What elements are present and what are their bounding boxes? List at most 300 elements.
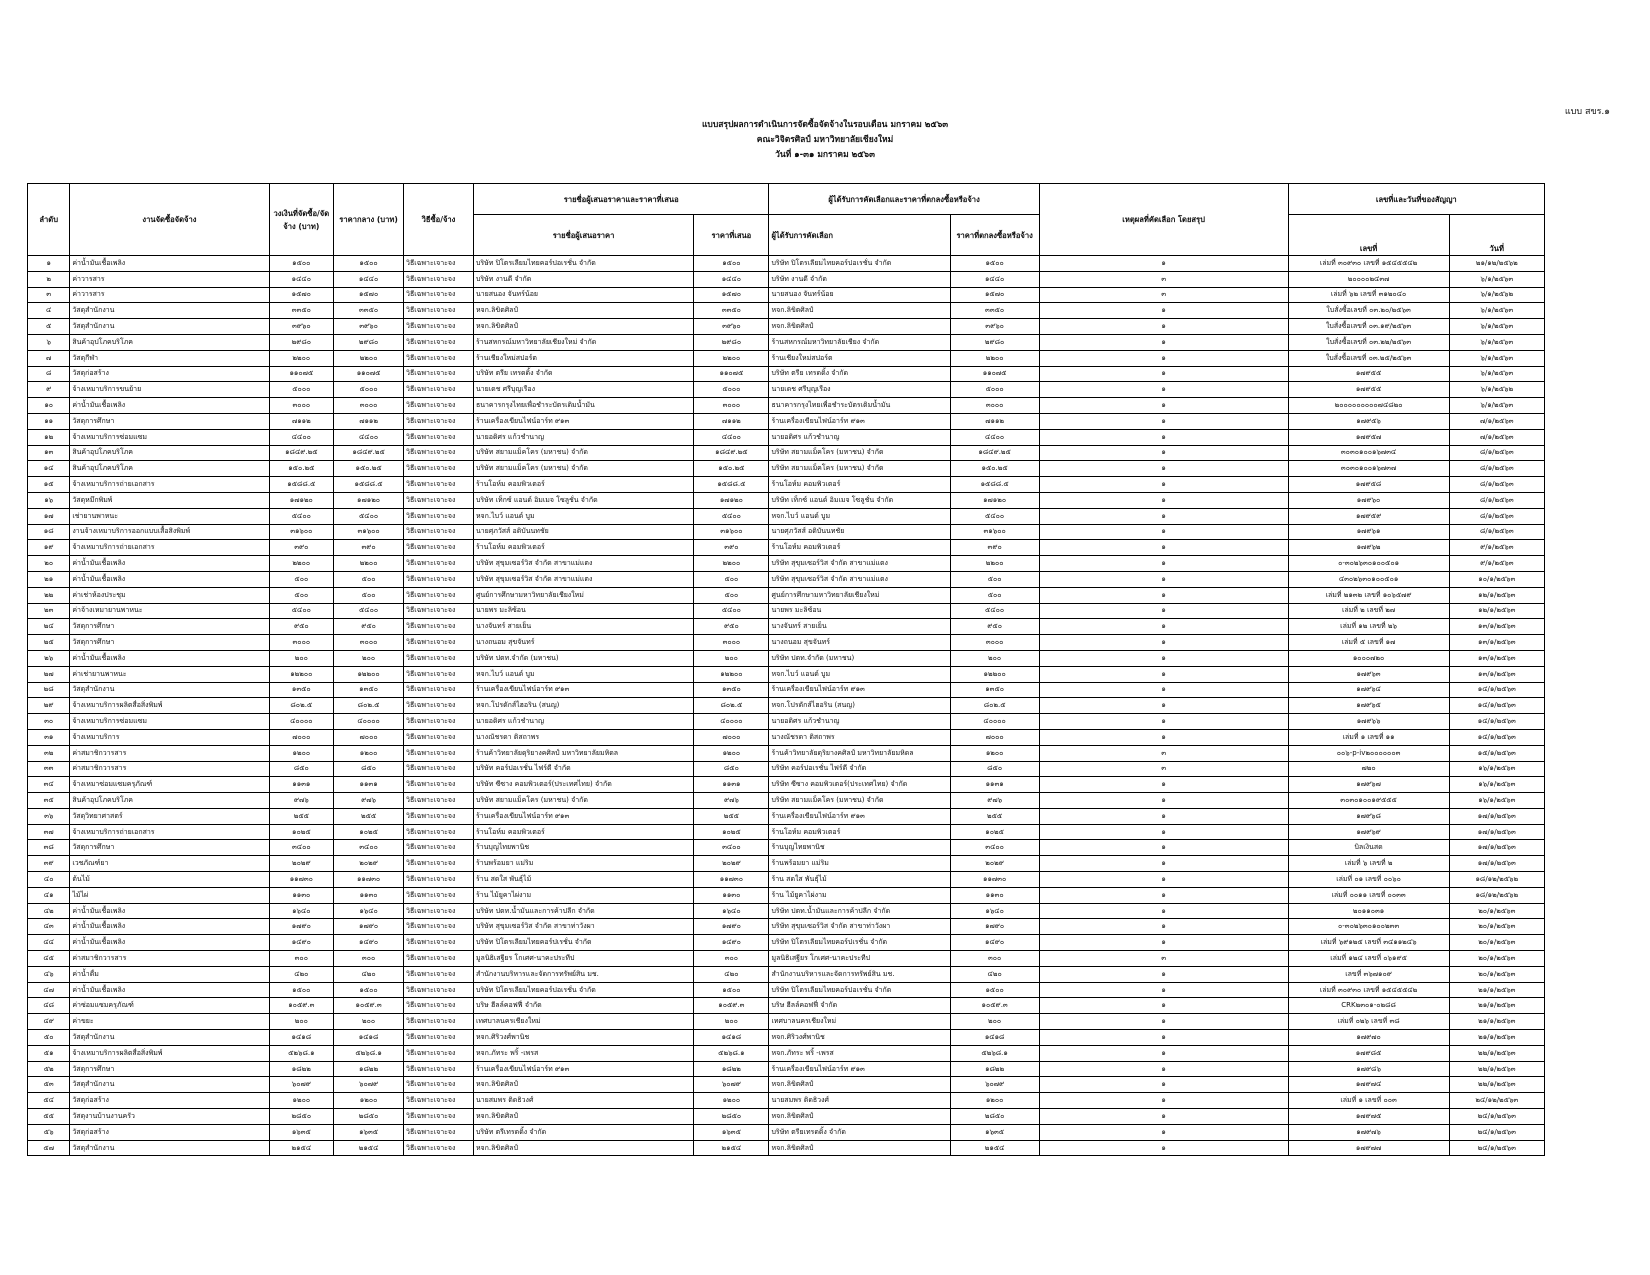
cell-no: ๒๐ (28, 556, 70, 572)
table-row (28, 998, 1545, 1014)
cell-no: ๒๕ (28, 635, 70, 651)
cell-reason: ๑ (1039, 350, 1288, 366)
cell-item: ค่าจ้างเหมายานพาหนะ (70, 603, 269, 619)
cell-bidder-name: ร้านเครื่องเขียนไฟน์อาร์ท ๙๑๓ (473, 413, 693, 429)
cell-no: ๒๗ (28, 666, 70, 682)
cell-budget: ๕๔๐๐ (269, 603, 334, 619)
cell-contract-no: ๑๗๙๘๕ (1288, 1045, 1449, 1061)
cell-budget: ๑๕๘๘.๕ (269, 477, 334, 493)
cell-bid-price: ๑๑๓๐ (694, 887, 769, 903)
cell-winner-name: ศูนย์การศึกษามหาวิทยาลัยเชียงใหม่ (769, 587, 950, 603)
cell-item: วัสดุการศึกษา (70, 840, 269, 856)
cell-bid-price: ๑๕๐๐ (694, 982, 769, 998)
cell-method: วิธีเฉพาะเจาะจง (404, 603, 474, 619)
cell-median: ๑๔๔๐ (334, 271, 404, 287)
cell-reason: ๑ (1039, 856, 1288, 872)
cell-contract-no: เล่มที่ ๑ เลขที่ ๐๐๓ (1288, 1093, 1449, 1109)
cell-item: วัสดุสำนักงาน (70, 1140, 269, 1156)
cell-method: วิธีเฉพาะเจาะจง (404, 1030, 474, 1046)
cell-winner-name: หจก.ลิขิตศิลป์ (769, 1077, 950, 1093)
cell-budget: ๑๖๔๐ (269, 903, 334, 919)
table-row (28, 1061, 1545, 1077)
cell-contract-date: ๑๓/๑/๒๕๖๓ (1449, 619, 1544, 635)
cell-winner-name: บริษ ฮีลล์คอฟฟี่ จำกัด (769, 998, 950, 1014)
cell-method: วิธีเฉพาะเจาะจง (404, 761, 474, 777)
cell-contract-no: ๔๓๐๒๖๓๐๑๐๐๕๐๑ (1288, 571, 1449, 587)
cell-median: ๑๖๓๕ (334, 1124, 404, 1140)
cell-no: ๕ (28, 319, 70, 335)
cell-no: ๒๓ (28, 603, 70, 619)
cell-winner-name: สำนักงานบริหารและจัดการทรัพย์สิน มช. (769, 966, 950, 982)
cell-no: ๑๐ (28, 398, 70, 414)
form-code: แบบ สขร.๑ (1564, 107, 1610, 117)
cell-contract-date: ๗/๑/๒๕๖๓ (1449, 429, 1544, 445)
cell-contract-no: ๓๐๓๐๑๐๐๑๙๕๕๕ (1288, 793, 1449, 809)
cell-contract-date: ๖/๑/๒๕๖๒ (1449, 382, 1544, 398)
cell-item: วัสดุการศึกษา (70, 619, 269, 635)
cell-reason: ๑ (1039, 903, 1288, 919)
cell-reason: ๑ (1039, 366, 1288, 382)
cell-reason: ๑ (1039, 398, 1288, 414)
cell-bid-price: ๗๑๑๒ (694, 413, 769, 429)
cell-budget: ๒๒๐๐ (269, 350, 334, 366)
cell-bidder-name: ร้านเครื่องเขียนไฟน์อาร์ท ๙๑๓ (473, 682, 693, 698)
cell-winner-name: ร้านเครื่องเขียนไฟน์อาร์ท ๙๑๓ (769, 413, 950, 429)
cell-contract-date: ๑๗/๑/๒๕๖๓ (1449, 808, 1544, 824)
cell-bid-price: ๑๕๐๐ (694, 256, 769, 272)
cell-reason: ๑ (1039, 872, 1288, 888)
cell-budget: ๑๑๐๗๕ (269, 366, 334, 382)
table-row (28, 903, 1545, 919)
cell-item: วัสดุการศึกษา (70, 413, 269, 429)
cell-reason: ๑ (1039, 729, 1288, 745)
cell-contract-no: เล่มที่ ๒ เลขที่ ๒๗ (1288, 603, 1449, 619)
cell-bid-price: ๑๑๓๑ (694, 777, 769, 793)
cell-no: ๑๒ (28, 429, 70, 445)
cell-method: วิธีเฉพาะเจาะจง (404, 508, 474, 524)
cell-bid-price: ๑๗๑๒๐ (694, 492, 769, 508)
cell-item: วัสดุวิทยาศาสตร์ (70, 808, 269, 824)
cell-reason: ๑ (1039, 508, 1288, 524)
cell-reason: ๑ (1039, 540, 1288, 556)
cell-contract-date: ๑๗/๑/๒๕๖๓ (1449, 840, 1544, 856)
cell-method: วิธีเฉพาะเจาะจง (404, 824, 474, 840)
cell-contract-date: ๑๖/๑/๒๕๖๓ (1449, 777, 1544, 793)
cell-winner-name: หจก.ลิขิตศิลป์ (769, 1109, 950, 1125)
cell-bidder-name: ศูนย์การศึกษามหาวิทยาลัยเชียงใหม่ (473, 587, 693, 603)
cell-no: ๓๑ (28, 729, 70, 745)
cell-bidder-name: นายสมพร ติดธิวงศ์ (473, 1093, 693, 1109)
cell-reason: ๑ (1039, 966, 1288, 982)
cell-method: วิธีเฉพาะเจาะจง (404, 935, 474, 951)
cell-winner-name: นายศุภวัสส์ อดิบันนทชัย (769, 524, 950, 540)
cell-bid-price: ๒๕๕ (694, 808, 769, 824)
cell-reason: ๑ (1039, 714, 1288, 730)
cell-winner-name: บริษัท ซีซาง คอมพิวเตอร์(ประเทศไทย) จำกัด (769, 777, 950, 793)
cell-no: ๒ (28, 271, 70, 287)
cell-winner-name: หจก.โปรดักส์ไฮอริน (สนญ) (769, 698, 950, 714)
cell-no: ๑๑ (28, 413, 70, 429)
cell-median: ๓๑๖๐๐ (334, 524, 404, 540)
cell-winner-name: นางจันทร์ สายเย็น (769, 619, 950, 635)
cell-winner-name: นายเดช ศรีบุญเรือง (769, 382, 950, 398)
cell-budget: ๑๒๐๐ (269, 1093, 334, 1109)
cell-bidder-name: หจก.ลิขิตศิลป์ (473, 1077, 693, 1093)
cell-no: ๑๙ (28, 540, 70, 556)
cell-contract-date: ๒๐/๑/๒๕๖๓ (1449, 935, 1544, 951)
cell-bid-price: ๑๔๙๐ (694, 935, 769, 951)
cell-reason: ๓ (1039, 287, 1288, 303)
cell-item: ค่าน้ำมันเชื้อเพลิง (70, 935, 269, 951)
cell-bidder-name: นางณัชรดา ติสถาพร (473, 729, 693, 745)
cell-method: วิธีเฉพาะเจาะจง (404, 350, 474, 366)
cell-item: วัสดุหมึกพิมพ์ (70, 492, 269, 508)
cell-bidder-name: หจก.ไบว์ แอนด์ บูม (473, 666, 693, 682)
header-winner-group: ผู้ได้รับการคัดเลือกและราคาที่ตกลงซื้อหรือจ้าง (769, 184, 1039, 215)
cell-reason: ๑ (1039, 1061, 1288, 1077)
cell-no: ๒๔ (28, 619, 70, 635)
cell-method: วิธีเฉพาะเจาะจง (404, 650, 474, 666)
cell-no: ๖ (28, 334, 70, 350)
cell-median: ๘๕๐ (334, 761, 404, 777)
header-median-price: ราคากลาง (บาท) (334, 184, 404, 256)
cell-agreed-price: ๑๖๓๕ (950, 1124, 1039, 1140)
cell-median: ๑๑๐๗๕ (334, 366, 404, 382)
cell-reason: ๑ (1039, 887, 1288, 903)
cell-contract-date: ๒๐/๑/๒๕๖๓ (1449, 951, 1544, 967)
table-row (28, 1030, 1545, 1046)
table-row (28, 524, 1545, 540)
table-row (28, 951, 1545, 967)
cell-agreed-price: ๓๙๖๐ (950, 319, 1039, 335)
cell-bidder-name: บริษัท ปิโตรเลียมไทยคอร์ปเรชั่น จำกัด (473, 935, 693, 951)
cell-median: ๔๒๐ (334, 966, 404, 982)
cell-method: วิธีเฉพาะเจาะจง (404, 1109, 474, 1125)
cell-winner-name: นายอดิศร แก้วชำนาญ (769, 714, 950, 730)
cell-method: วิธีเฉพาะเจาะจง (404, 492, 474, 508)
cell-budget: ๑๐๒๕ (269, 824, 334, 840)
cell-agreed-price: ๘๐๒.๕ (950, 698, 1039, 714)
cell-contract-no: ๑๗๙๕๕ (1288, 382, 1449, 398)
cell-method: วิธีเฉพาะเจาะจง (404, 666, 474, 682)
table-row (28, 729, 1545, 745)
cell-budget: ๓๐๐ (269, 951, 334, 967)
cell-bid-price: ๕๔๐๐ (694, 603, 769, 619)
cell-item: ค่าน้ำมันเชื้อเพลิง (70, 398, 269, 414)
cell-reason: ๑ (1039, 382, 1288, 398)
cell-bid-price: ๕๒๖๘.๑ (694, 1045, 769, 1061)
cell-winner-name: ร้าน สดใส พันธุ์ไม้ (769, 872, 950, 888)
cell-bid-price: ๒๐๐ (694, 1014, 769, 1030)
cell-method: วิธีเฉพาะเจาะจง (404, 856, 474, 872)
cell-reason: ๓ (1039, 761, 1288, 777)
cell-reason: ๑ (1039, 445, 1288, 461)
cell-no: ๕๑ (28, 1045, 70, 1061)
cell-bidder-name: บริษ ฮีลล์คอฟฟี่ จำกัด (473, 998, 693, 1014)
cell-median: ๕๐๐ (334, 587, 404, 603)
cell-winner-name: ร้านโอห์ม คอมพิวเตอร์ (769, 540, 950, 556)
cell-contract-no: เล่มที่ ๐๒๖ เลขที่ ๓๘ (1288, 1014, 1449, 1030)
table-row (28, 824, 1545, 840)
cell-item: วัสดุการศึกษา (70, 635, 269, 651)
cell-winner-name: บริษัท ปิโตรเลียมไทยคอร์ปอเรชั่น จำกัด (769, 256, 950, 272)
cell-winner-name: บริษัท ปตท.จำกัด (มหาชน) (769, 650, 950, 666)
cell-no: ๙ (28, 382, 70, 398)
cell-reason: ๑ (1039, 635, 1288, 651)
cell-agreed-price: ๑๔๙๐ (950, 935, 1039, 951)
cell-method: วิธีเฉพาะเจาะจง (404, 1014, 474, 1030)
cell-method: วิธีเฉพาะเจาะจง (404, 1061, 474, 1077)
cell-no: ๕๐ (28, 1030, 70, 1046)
cell-median: ๕๔๐๐ (334, 508, 404, 524)
cell-method: วิธีเฉพาะเจาะจง (404, 256, 474, 272)
cell-no: ๔๕ (28, 951, 70, 967)
cell-method: วิธีเฉพาะเจาะจง (404, 477, 474, 493)
cell-median: ๒๐๐ (334, 650, 404, 666)
cell-winner-name: บริษัท คอร์ปอเรชั่น ไฟร์ดี จำกัด (769, 761, 950, 777)
cell-no: ๓๕ (28, 793, 70, 809)
table-row (28, 477, 1545, 493)
cell-winner-name: ร้านโอห์ม คอมพิวเตอร์ (769, 824, 950, 840)
cell-winner-name: หจก.ลิขิตศิลป์ (769, 319, 950, 335)
cell-bidder-name: หจก.ไบว์ แอนด์ บูม (473, 508, 693, 524)
cell-winner-name: นายพร มะลิซ้อน (769, 603, 950, 619)
document-header (0, 118, 1650, 163)
cell-contract-date: ๑๔/๑/๒๕๖๓ (1449, 682, 1544, 698)
cell-item: สินค้าอุปโภคบริโภค (70, 334, 269, 350)
cell-median: ๕๐๐ (334, 571, 404, 587)
cell-budget: ๓๑๖๐๐ (269, 524, 334, 540)
cell-contract-no: เล่มที่ ๖๒ เลขที่ ๓๑๒๐๔๐ (1288, 287, 1449, 303)
cell-reason: ๑ (1039, 319, 1288, 335)
cell-contract-date: ๑๓/๑/๒๕๖๓ (1449, 666, 1544, 682)
cell-contract-date: ๙/๑/๒๕๖๓ (1449, 556, 1544, 572)
cell-contract-no: เล่มที่ ๑๒ เลขที่ ๒๖ (1288, 619, 1449, 635)
cell-reason: ๑ (1039, 1014, 1288, 1030)
cell-contract-date: ๒๑/๑๒/๒๕๖๒ (1449, 256, 1544, 272)
cell-no: ๒๑ (28, 571, 70, 587)
cell-budget: ๕๐๐ (269, 571, 334, 587)
table-row (28, 461, 1545, 477)
cell-bid-price: ๓๐๐๐ (694, 398, 769, 414)
cell-bid-price: ๙๗๖ (694, 793, 769, 809)
cell-contract-date: ๑๐/๑/๒๕๖๓ (1449, 571, 1544, 587)
cell-bid-price: ๑๕๐.๒๕ (694, 461, 769, 477)
cell-budget: ๑๘๒๒ (269, 1061, 334, 1077)
cell-median: ๔๐๐๐๐ (334, 714, 404, 730)
cell-contract-no: ๑๗๙๖๙ (1288, 824, 1449, 840)
cell-budget: ๑๘๔๙.๒๕ (269, 445, 334, 461)
cell-contract-date: ๒๑/๑/๒๕๖๓ (1449, 1014, 1544, 1030)
cell-median: ๘๐๒.๕ (334, 698, 404, 714)
cell-contract-no: เล่มที่ ๖๙๑๒๕ เลขที่ ๓๔๑๑๒๔๖ (1288, 935, 1449, 951)
cell-item: จ้างเหมาบริการถ่ายเอกสาร (70, 540, 269, 556)
cell-budget: ๕๐๐๐ (269, 382, 334, 398)
cell-item: ค่าเช่าห้องประชุม (70, 587, 269, 603)
cell-median: ๒๘๕๐ (334, 1109, 404, 1125)
cell-bid-price: ๑๖๓๕ (694, 1124, 769, 1140)
header-bidder-name: รายชื่อผู้เสนอราคา (473, 215, 693, 256)
cell-contract-no: ๑๗๙๖๗ (1288, 777, 1449, 793)
cell-reason: ๑ (1039, 429, 1288, 445)
cell-contract-no: ๑๗๙๖๕ (1288, 698, 1449, 714)
table-row (28, 508, 1545, 524)
cell-median: ๑๘๒๒ (334, 1061, 404, 1077)
cell-bidder-name: บริษัท คอร์ปอเรชั่น ไฟร์ดี จำกัด (473, 761, 693, 777)
cell-method: วิธีเฉพาะเจาะจง (404, 524, 474, 540)
cell-agreed-price: ๗๑๑๒ (950, 413, 1039, 429)
cell-budget: ๖๐๗๙ (269, 1077, 334, 1093)
cell-method: วิธีเฉพาะเจาะจง (404, 319, 474, 335)
cell-bidder-name: นายอดิศร แก้วชำนาญ (473, 429, 693, 445)
cell-contract-date: ๑๖/๑/๒๕๖๓ (1449, 761, 1544, 777)
cell-contract-no: ๑๗๙๖๔ (1288, 682, 1449, 698)
cell-reason: ๑ (1039, 461, 1288, 477)
cell-winner-name: บริษัท เท็กซ์ แอนด์ อิมเมจ โซลูชั่น จำกัด (769, 492, 950, 508)
cell-bidder-name: บริษัท ซีซาง คอมพิวเตอร์(ประเทศไทย) จำกัด (473, 777, 693, 793)
cell-contract-no: CRK๒๓๐๑-๐๒๘๘ (1288, 998, 1449, 1014)
cell-no: ๕๖ (28, 1124, 70, 1140)
cell-contract-no: ใบสั่งซื้อเลขที่ ๐๓.๒๒/๒๕๖๓ (1288, 334, 1449, 350)
cell-bid-price: ๓๙๐ (694, 540, 769, 556)
cell-item: วัสดุงานบ้านงานครัว (70, 1109, 269, 1125)
cell-agreed-price: ๑๑๐๗๕ (950, 366, 1039, 382)
cell-reason: ๑ (1039, 1093, 1288, 1109)
header-winner-name: ผู้ได้รับการคัดเลือก (769, 215, 950, 256)
cell-bidder-name: ร้านโอห์ม คอมพิวเตอร์ (473, 477, 693, 493)
cell-reason: ๑ (1039, 982, 1288, 998)
header-contract-group: เลขที่และวันที่ของสัญญา (1288, 184, 1544, 215)
table-row (28, 287, 1545, 303)
cell-method: วิธีเฉพาะเจาะจง (404, 445, 474, 461)
cell-reason: ๑ (1039, 1109, 1288, 1125)
cell-item: วัสดุการศึกษา (70, 1061, 269, 1077)
cell-median: ๒๒๐๐ (334, 556, 404, 572)
cell-contract-no: ๑๗๙๖๑ (1288, 524, 1449, 540)
cell-median: ๑๒๐๐ (334, 1093, 404, 1109)
cell-median: ๑๕๐๐ (334, 982, 404, 998)
cell-agreed-price: ๑๕๘๘.๕ (950, 477, 1039, 493)
cell-method: วิธีเฉพาะเจาะจง (404, 635, 474, 651)
cell-contract-no: เล่มที่ ๐๐๑๑ เลขที่ ๐๐๓๓ (1288, 887, 1449, 903)
cell-budget: ๒๐๐ (269, 1014, 334, 1030)
cell-winner-name: มูลนิธิเสฐียร โกเศศ-นาคะประทีป (769, 951, 950, 967)
cell-bid-price: ๑๑๗๓๐ (694, 872, 769, 888)
cell-contract-date: ๘/๑/๒๕๖๓ (1449, 461, 1544, 477)
cell-bid-price: ๑๒๐๐ (694, 745, 769, 761)
cell-median: ๑๔๑๘ (334, 1030, 404, 1046)
cell-bid-price: ๒๙๘๐ (694, 334, 769, 350)
cell-contract-date: ๖/๑/๒๕๖๓ (1449, 366, 1544, 382)
cell-bidder-name: ร้านพร้อมยา แม่ริม (473, 856, 693, 872)
table-row (28, 366, 1545, 382)
cell-reason: ๑ (1039, 998, 1288, 1014)
cell-reason: ๑ (1039, 1077, 1288, 1093)
cell-contract-no: ๐-๓๐๒๖๓๐๑๐๐๕๐๑ (1288, 556, 1449, 572)
cell-budget: ๘๕๐ (269, 761, 334, 777)
table-row (28, 1140, 1545, 1156)
cell-winner-name: นายอดิศร แก้วชำนาญ (769, 429, 950, 445)
cell-budget: ๕๐๐ (269, 587, 334, 603)
cell-contract-no: เล่มที่ ๖ เลขที่ ๒ (1288, 856, 1449, 872)
table-row (28, 256, 1545, 272)
cell-agreed-price: ๑๗๙๐ (950, 919, 1039, 935)
cell-bidder-name: ร้านสหกรณ์มหาวิทยาลัยเชียงใหม่ จำกัด (473, 334, 693, 350)
cell-contract-date: ๖/๑/๒๕๖๓ (1449, 398, 1544, 414)
cell-median: ๒๐๒๙ (334, 856, 404, 872)
cell-contract-no: เล่มที่ ๒๑๓๒ เลขที่ ๑๐๖๕๗๙ (1288, 587, 1449, 603)
cell-winner-name: ร้านโอห์ม คอมพิวเตอร์ (769, 477, 950, 493)
header-bidders-group: รายชื่อผู้เสนอราคาและราคาที่เสนอ (473, 184, 769, 215)
procurement-table (27, 183, 1545, 1156)
cell-contract-date: ๘/๑/๒๕๖๓ (1449, 445, 1544, 461)
cell-winner-name: ร้านสหกรณ์มหาวิทยาลัยเชียง จำกัด (769, 334, 950, 350)
cell-contract-no: ๑๗๙๘๖ (1288, 1061, 1449, 1077)
header-bid-price: ราคาที่เสนอ (694, 215, 769, 256)
cell-no: ๔๑ (28, 887, 70, 903)
cell-contract-date: ๘/๑/๒๕๖๓ (1449, 492, 1544, 508)
cell-no: ๓๖ (28, 808, 70, 824)
cell-no: ๑ (28, 256, 70, 272)
table-row (28, 398, 1545, 414)
cell-median: ๑๘๔๙.๒๕ (334, 445, 404, 461)
cell-contract-date: ๒๑/๑/๒๕๖๓ (1449, 982, 1544, 998)
cell-bidder-name: ร้านโอห์ม คอมพิวเตอร์ (473, 540, 693, 556)
cell-bidder-name: ร้านโอห์ม คอมพิวเตอร์ (473, 824, 693, 840)
cell-no: ๓๙ (28, 856, 70, 872)
cell-bidder-name: บริษัท ตรีเทรดดิ้ง จำกัด (473, 1124, 693, 1140)
cell-winner-name: บริษัท สยามแม็คโคร (มหาชน) จำกัด (769, 445, 950, 461)
cell-budget: ๙๗๖ (269, 793, 334, 809)
cell-no: ๘ (28, 366, 70, 382)
cell-no: ๒๒ (28, 587, 70, 603)
table-body (28, 256, 1545, 1156)
cell-bid-price: ๖๐๗๙ (694, 1077, 769, 1093)
cell-contract-no: เล่มที่ ๓๐๙๓๐ เลขที่ ๑๕๔๕๕๔๒ (1288, 982, 1449, 998)
cell-contract-no: ๑๐๐๐๗๒๐ (1288, 650, 1449, 666)
cell-agreed-price: ๕๔๐๐ (950, 508, 1039, 524)
cell-budget: ๒๕๕ (269, 808, 334, 824)
cell-bid-price: ๑๑๐๗๕ (694, 366, 769, 382)
cell-contract-date: ๑๘/๑๒/๒๕๖๒ (1449, 872, 1544, 888)
cell-item: ค่าน้ำมันเชื้อเพลิง (70, 256, 269, 272)
cell-method: วิธีเฉพาะเจาะจง (404, 998, 474, 1014)
cell-bid-price: ๑๒๐๐ (694, 1093, 769, 1109)
table-row (28, 666, 1545, 682)
cell-winner-name: บริษัท สุขุมเซอร์วิส จำกัด สาขาแม่แตง (769, 571, 950, 587)
cell-method: วิธีเฉพาะเจาะจง (404, 382, 474, 398)
table-row (28, 982, 1545, 998)
cell-bid-price: ๑๐๒๕ (694, 824, 769, 840)
cell-item: วัสดุก่อสร้าง (70, 366, 269, 382)
cell-budget: ๑๑๓๑ (269, 777, 334, 793)
cell-agreed-price: ๔๔๐๐ (950, 429, 1039, 445)
cell-budget: ๓๓๕๐ (269, 303, 334, 319)
cell-no: ๓๗ (28, 824, 70, 840)
cell-agreed-price: ๒๑๕๔ (950, 1140, 1039, 1156)
cell-budget: ๑๕๗๐ (269, 287, 334, 303)
cell-budget: ๗๑๑๒ (269, 413, 334, 429)
table-row (28, 350, 1545, 366)
cell-bidder-name: ธนาคารกรุงไทยเพื่อชำระบัตรเติมน้ำมัน (473, 398, 693, 414)
cell-bidder-name: ร้าน สดใส พันธุ์ไม้ (473, 872, 693, 888)
cell-item: จ้างเหมาซ่อมแซมครุภัณฑ์ (70, 777, 269, 793)
cell-median: ๗๑๑๒ (334, 413, 404, 429)
cell-agreed-price: ๒๘๕๐ (950, 1109, 1039, 1125)
cell-bid-price: ๒๒๐๐ (694, 350, 769, 366)
cell-no: ๒๖ (28, 650, 70, 666)
cell-item: ต้นไม้ (70, 872, 269, 888)
